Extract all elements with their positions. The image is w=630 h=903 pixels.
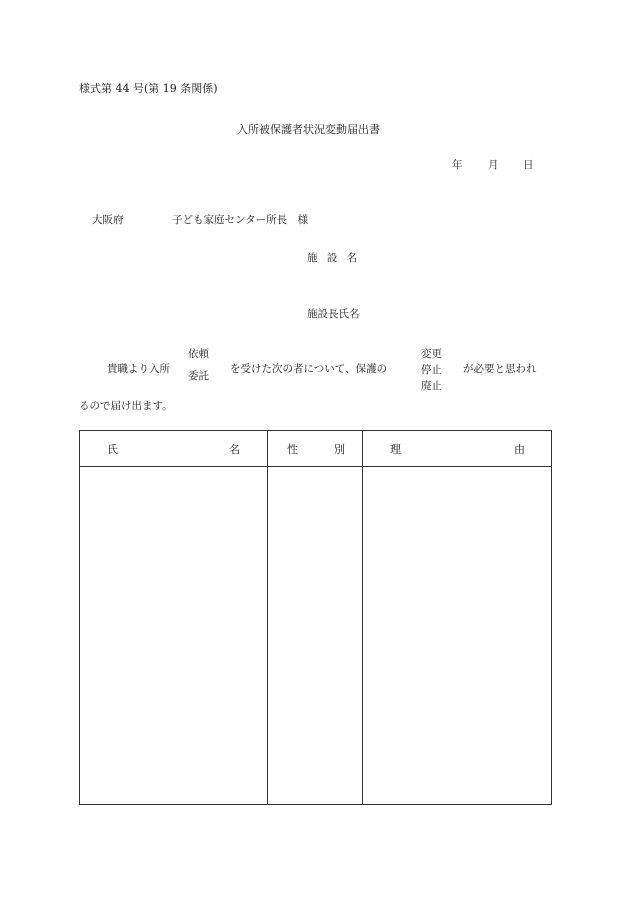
facility-name-label: 施 設 名 bbox=[307, 252, 361, 264]
header-reason-cell bbox=[363, 431, 552, 467]
date-month: 月 bbox=[488, 159, 499, 171]
header-reason-left: 理 bbox=[390, 442, 401, 456]
report-table bbox=[79, 430, 552, 805]
entry-name-cell[interactable] bbox=[80, 467, 268, 805]
header-sex-left: 性 bbox=[287, 442, 298, 456]
header-name-left: 氏 bbox=[107, 442, 118, 456]
entry-sex-cell[interactable] bbox=[268, 467, 363, 805]
header-reason-right: 由 bbox=[514, 442, 525, 456]
body-option-b-3: 廃止 bbox=[421, 380, 442, 392]
body-prefix: 貴職より入所 bbox=[107, 363, 170, 375]
body-suffix: が必要と思われ bbox=[463, 363, 537, 375]
date-year: 年 bbox=[452, 159, 463, 171]
table-header-row bbox=[80, 431, 552, 467]
header-name-cell bbox=[80, 431, 268, 467]
facility-head-label: 施設長氏名 bbox=[307, 308, 360, 320]
header-name-right: 名 bbox=[229, 442, 240, 456]
body-option-b-2: 停止 bbox=[421, 364, 442, 376]
body-option-a-2: 委託 bbox=[188, 370, 209, 382]
document-title: 入所被保護者状況変動届出書 bbox=[237, 123, 380, 136]
addressee-recipient: 子ども家庭センター所長 様 bbox=[172, 214, 309, 226]
body-option-a-1: 依頼 bbox=[188, 348, 209, 360]
entry-reason-cell[interactable] bbox=[363, 467, 552, 805]
form-number: 様式第 44 号(第 19 条関係) bbox=[79, 82, 218, 95]
table-entry-row bbox=[80, 467, 552, 805]
body-option-b-1: 変更 bbox=[421, 348, 442, 360]
body-continuation: るので届け出ます。 bbox=[79, 400, 173, 412]
header-sex-cell bbox=[268, 431, 363, 467]
header-sex-right: 別 bbox=[334, 442, 345, 456]
date-day: 日 bbox=[523, 159, 534, 171]
body-middle: を受けた次の者について、保護の bbox=[230, 363, 388, 375]
addressee-prefecture: 大阪府 bbox=[92, 214, 124, 226]
